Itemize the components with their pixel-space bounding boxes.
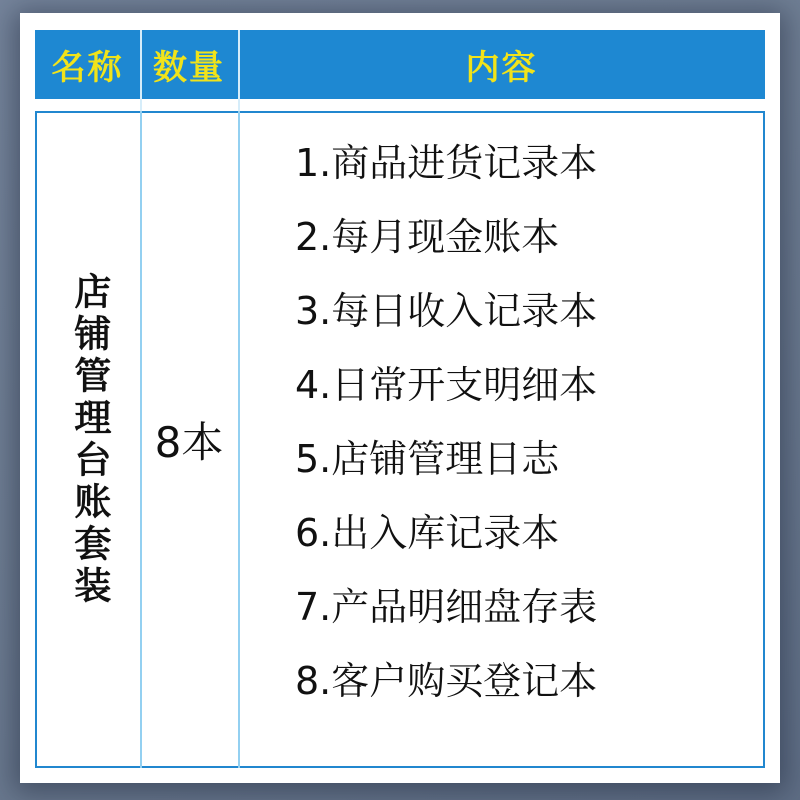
content-list-item: 8.客户购买登记本 — [295, 659, 598, 704]
content-list-item: 3.每日收入记录本 — [295, 289, 598, 334]
content-list-item: 6.出入库记录本 — [295, 511, 560, 556]
table-header-row — [35, 30, 765, 99]
column-divider — [140, 30, 142, 768]
content-list-item: 1.商品进货记录本 — [295, 141, 598, 185]
content-list-item: 7.产品明细盘存表 — [295, 585, 598, 630]
product-name-vertical-text: 店铺管理台账套装 — [67, 271, 111, 608]
cell-content-list — [238, 113, 763, 766]
content-list-item: 2.每月现金账本 — [295, 215, 560, 260]
header-cell-quantity: 数量 — [153, 48, 225, 88]
cell-product-name — [37, 113, 140, 766]
column-divider — [238, 30, 240, 768]
spec-table-card — [20, 13, 780, 783]
header-cell-content: 内容 — [465, 48, 538, 88]
table-body-row — [35, 111, 765, 768]
cell-quantity — [140, 113, 238, 766]
content-list-item: 4.日常开支明细本 — [295, 363, 598, 408]
quantity-value: 8本 — [154, 417, 224, 467]
header-cell-name: 名称 — [51, 48, 124, 88]
content-list-item: 5.店铺管理日志 — [295, 437, 560, 482]
